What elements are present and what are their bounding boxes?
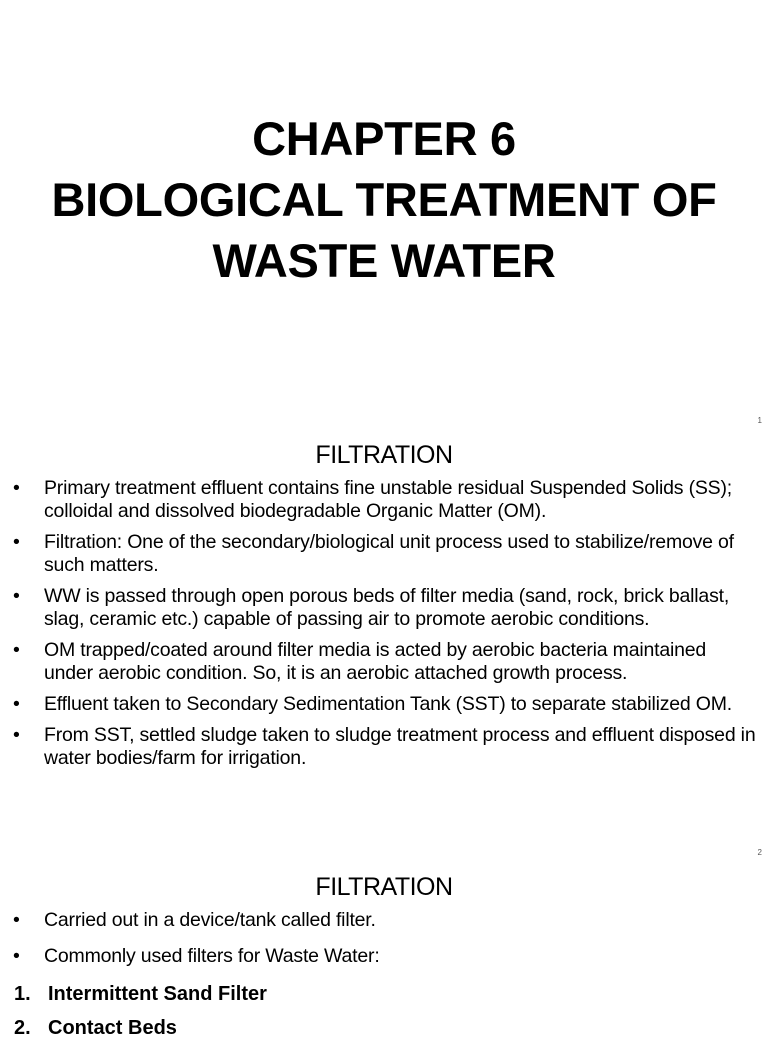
chapter-title-line-1: CHAPTER 6 bbox=[252, 112, 516, 165]
bullet-item bbox=[0, 945, 760, 968]
bullet-item bbox=[0, 477, 760, 523]
bullet-dot: • bbox=[13, 945, 20, 967]
numbered-item bbox=[0, 1016, 760, 1040]
item-number: 2. bbox=[14, 1017, 31, 1039]
slide-heading: FILTRATION bbox=[315, 441, 453, 469]
bullet-item bbox=[0, 585, 760, 631]
slide-number: 2 bbox=[757, 848, 762, 857]
slide-2 bbox=[0, 430, 768, 862]
bullet-item bbox=[0, 693, 760, 716]
chapter-title bbox=[0, 108, 768, 291]
item-text: Intermittent Sand Filter bbox=[48, 983, 267, 1005]
numbered-item bbox=[0, 982, 760, 1006]
bullet-dot: • bbox=[13, 693, 20, 715]
bullet-text: Effluent taken to Secondary Sedimentation Tank (SST) to separate stabilized OM. bbox=[44, 693, 733, 715]
bullet-dot: • bbox=[13, 531, 20, 553]
bullet-text: WW is passed through open porous beds of filter media (sand, rock, brick ballast, slag, ceramic etc.) capable of passing air to promote aerobic conditions. bbox=[44, 585, 730, 630]
bullet-text: From SST, settled sludge taken to sludge treatment process and effluent disposed in water bodies/farm for irrigation. bbox=[44, 724, 756, 769]
bullet-item bbox=[0, 909, 760, 932]
bullet-dot: • bbox=[13, 724, 20, 746]
bullet-text: Filtration: One of the secondary/biological unit process used to stabilize/remove of such matters. bbox=[44, 531, 734, 576]
numbered-list bbox=[0, 982, 760, 1050]
chapter-title-line-2: BIOLOGICAL TREATMENT OF bbox=[51, 173, 717, 226]
bullet-item bbox=[0, 531, 760, 577]
bullet-dot: • bbox=[13, 477, 20, 499]
item-number: 1. bbox=[14, 983, 31, 1005]
bullet-item bbox=[0, 724, 760, 770]
bullet-text: OM trapped/coated around filter media is acted by aerobic bacteria maintained under aerobic condition. So, it is an aerobic attached growth process. bbox=[44, 639, 707, 684]
bullet-dot: • bbox=[13, 909, 20, 931]
bullet-text: Primary treatment effluent contains fine unstable residual Suspended Solids (SS); colloidal and dissolved biodegradable Organic Matter (OM). bbox=[44, 477, 732, 522]
slide-3 bbox=[0, 862, 768, 1039]
bullet-text: Commonly used filters for Waste Water: bbox=[44, 945, 380, 967]
chapter-title-line-3: WASTE WATER bbox=[212, 234, 556, 287]
bullet-dot: • bbox=[13, 585, 20, 607]
bullet-item bbox=[0, 639, 760, 685]
slide-1 bbox=[0, 0, 768, 430]
bullet-dot: • bbox=[13, 639, 20, 661]
slide-number: 1 bbox=[757, 416, 762, 425]
slide-heading: FILTRATION bbox=[315, 873, 453, 901]
bullet-text: Carried out in a device/tank called filter. bbox=[44, 909, 376, 931]
bullet-list bbox=[0, 477, 760, 778]
bullet-list bbox=[0, 909, 760, 981]
item-text: Contact Beds bbox=[48, 1017, 177, 1039]
